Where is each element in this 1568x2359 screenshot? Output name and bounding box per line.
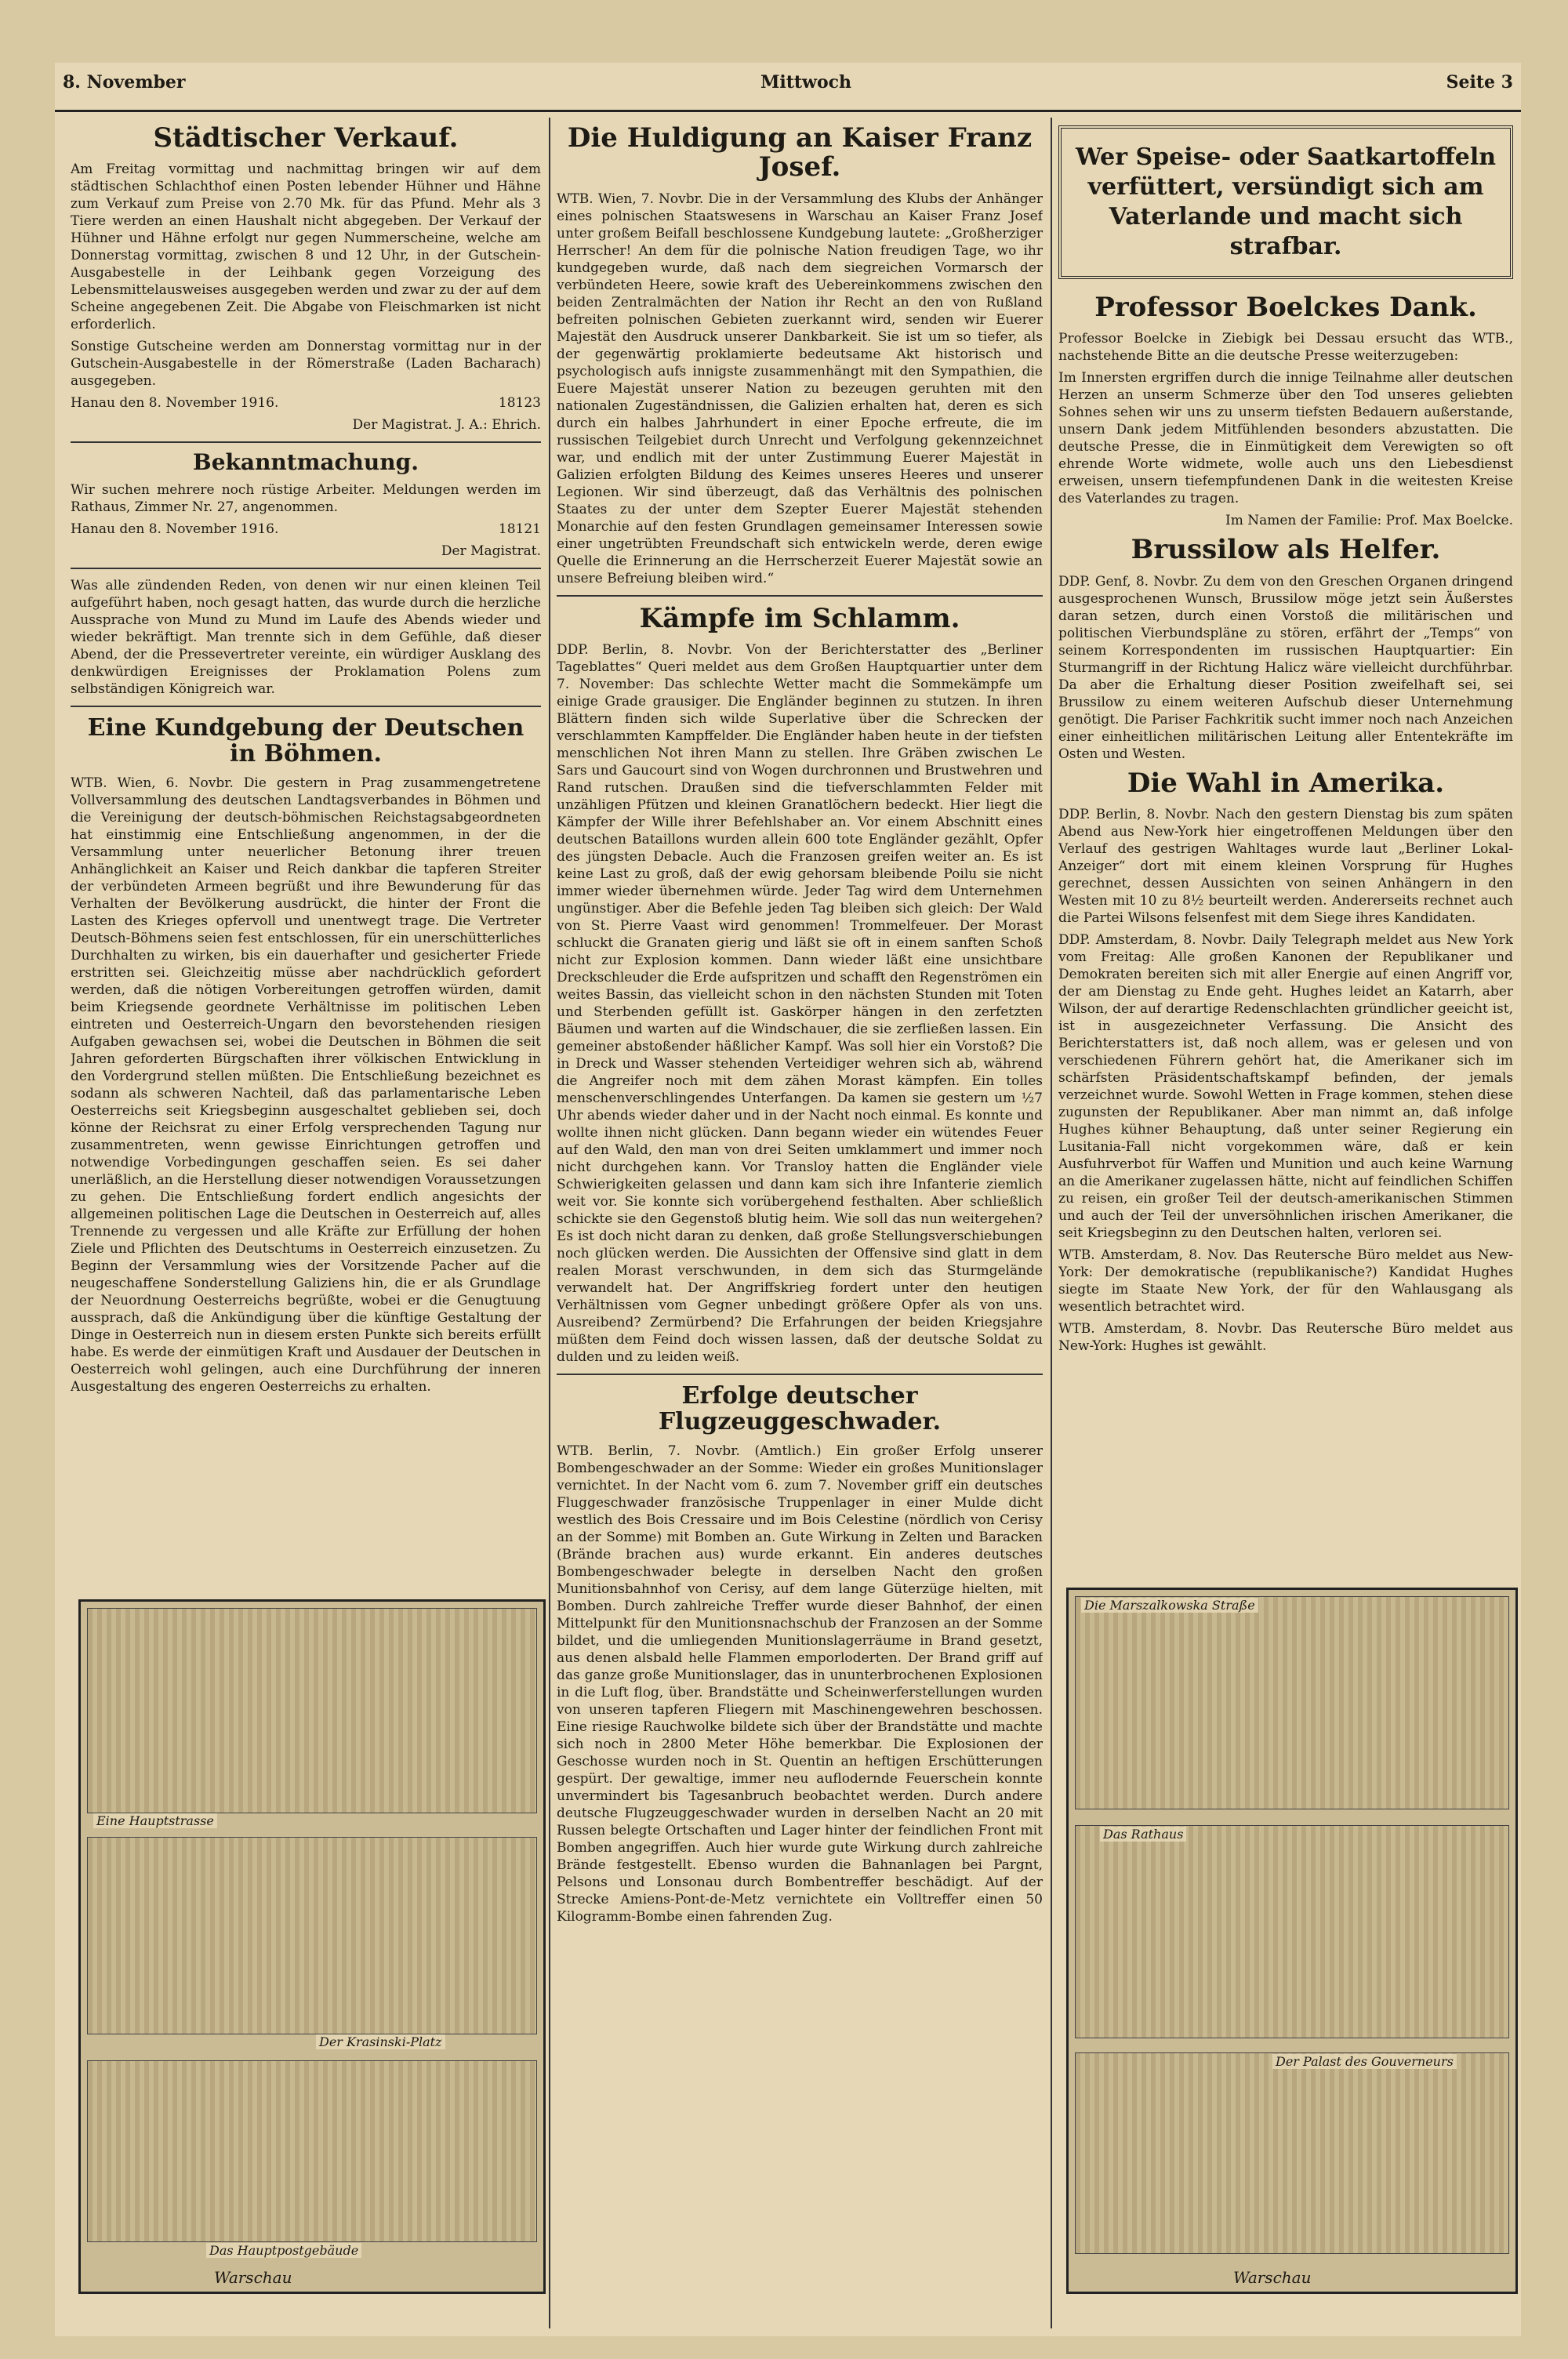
image-caption: Der Krasinski-Platz (316, 2034, 445, 2049)
divider (71, 441, 541, 443)
article-text: Sonstige Gutscheine werden am Donnerstag vormittag nur in der Gutschein-Ausgabestelle in der Römerstraße (Laden Bacharach) ausgegeben. (71, 339, 541, 390)
article-text: WTB. Berlin, 7. Novbr. (Amtlich.) Ein großer Erfolg unserer Bombengeschwader an der Somme: Wieder ein großes Munitionslager vernichtet. In der Nacht vom 6. zum 7. November griff ein deutsches Fluggeschwader französische Truppenlager in einer Mulde dicht westlich des Bois Cressaire und im Bois Celestine (nördlich von Cerisy an der Somme) mit Bomben an. Gute Wirkung in Zelten und Baracken (Brände brachen aus) wurde erkannt. Ein anderes deutsches Bombengeschwader belegte in derselben Nacht den großen Munitionsbahnhof von Cerisy, auf dem lange Güterzüge hielten, mit Bomben. Durch zahlreiche Treffer wurde dieser Bahnhof, der einen Mittelpunkt für den Munitionsnachschub der Franzosen an der Somme bildet, und die umliegenden Munitionslagerräume in Brand gesetzt, aus denen alsbald helle Flammen emporloderten. Der Brand griff auf das ganze große Munitionslager, das in ununterbrochenen Explosionen in die Luft flog, über. Brandstätte und Scheinwerferstellungen wurden von unseren tapferen Fliegern mit Maschinengewehren beschossen. Eine riesige Rauchwolke bildete sich über der Brandstätte und machte sich noch in 2800 Meter Höhe bemerkbar. Die Explosionen der Geschosse wurden noch in St. Quentin an heftigen Erschütterungen gespürt. Der gewaltige, immer neu auflodernde Feuerschein konnte unvermindert bis Tagesanbruch beobachtet werden. Durch andere deutsche Flugzeuggeschwader wurden in derselben Nacht an 20 mit Russen belegte Ortschaften und Lager hinter der feindlichen Front mit Bomben angegriffen. Auch hier wurde gute Wirkung durch zahlreiche Brände festgestellt. Ebenso wurden die Bahnanlagen bei Pargnt, Pelsons und Lonsonau durch Bombentreffer beschädigt. Auf der Strecke Amiens-Pont-de-Metz vernichtete ein Volltreffer einen 50 Kilogramm-Bombe einen fahrenden Zug. (557, 1443, 1043, 1925)
article-title-wahl: Die Wahl in Amerika. (1127, 767, 1445, 799)
article-text: Am Freitag vormittag und nachmittag bringen wir auf dem städtischen Schlachthof einen Posten lebender Hühner und Hähne zum Verkauf zum Preise von 2.70 Mk. für das Pfund. Mehr als 3 Tiere werden an einen Haushalt nicht abgegeben. Der Verkauf der Hühner und Hähne erfolgt nur gegen Nummerscheine, welche am Donnerstag vormittag, zwischen 8 und 12 Uhr, in der Gutschein-Ausgabestelle in der Leihbank gegen Vorzeigung des Lebensmittelausweises ausgegeben werden und zwar zu der auf dem Scheine angegebenen Zeit. Die Abgabe von Fleischmarken ist nicht erforderlich. (71, 162, 541, 333)
notice-signature: Der Magistrat. (441, 543, 541, 560)
notice-number: 18121 (498, 521, 541, 538)
image-square (87, 1837, 537, 2034)
article-text: DDP. Berlin, 8. Novbr. Nach den gestern Dienstag bis zum späten Abend aus New-York hier eingetroffenen Meldungen über den Verlauf des gestrigen Wahltages wurde laut „Berliner Lokal-Anzeiger“ dort mit einem kleinen Vorsprung für Hughes gerechnet, dessen Aussichten von seinen Anhängern in den Westen mit 10 zu 8½ beurteilt werden. Andererseits rechnet auch die Partei Wilsons felsenfest mit dem Siege ihres Kandidaten. (1058, 807, 1513, 927)
article-title-flugzeuge: Erfolge deutscher Flugzeuggeschwader. (658, 1382, 942, 1436)
article-text: Was alle zündenden Reden, von denen wir nur einen kleinen Teil aufgeführt haben, noch gesagt hatten, das wurde durch die herzliche Aussprache von Mund zu Mund im Laufe des Abends wieder und wieder bekräftigt. Man trennte sich in dem Gefühle, daß dieser Abend, der die Pressevertreter vereinte, ein würdiger Ausklang des denkwürdigen Ereignisses der Proklamation Polens zum selbständigen Königreich war. (71, 578, 541, 698)
notice-date: Hanau den 8. November 1916. (71, 395, 279, 412)
notice-signature: Der Magistrat. J. A.: Ehrich. (352, 417, 541, 434)
image-palace (1075, 2052, 1509, 2254)
article-title-brussilow: Brussilow als Helfer. (1131, 534, 1441, 566)
divider (557, 1374, 1043, 1375)
article-text: Professor Boelcke in Ziebigk bei Dessau ersucht das WTB., nachstehende Bitte an die deutsche Presse weiterzugeben: (1058, 331, 1513, 365)
image-post-office (87, 2060, 537, 2242)
illustration-warschau-left (78, 1599, 546, 2294)
article-text: DDP. Berlin, 8. Novbr. Von der Berichterstatter des „Berliner Tageblattes“ Queri meldet aus dem Großen Hauptquartier unter dem 7. November: Das schlechte Wetter macht die Sommekämpfe um einige Grade grausiger. Die Engländer beginnen zu stutzen. In ihren Blättern finden sich wilde Superlative über die Schrecken der verschlammten Kampffelder. Die Engländer haben heute in der tiefsten menschlichen Not ihren Mann zu stellen. Ihre Gräben zwischen Le Sars und Gaucourt sind von Wogen durchronnen und Brustwehren und Rand rutschen. Draußen sind die tiefverschlammten Felder mit unzähligen Pfützen und kleinen Granatlöchern bedeckt. Hier liegt die Kämpfer der Wille ihrer Befehlshaber an. Vor einem Abschnitt eines deutschen Bataillons wurden allein 600 tote Engländer gezählt, Opfer des jüngsten Debacle. Auch die Franzosen greifen weiter an. Es ist keine Last zu groß, daß der ewig gehorsam bleibende Poilu sie nicht immer wieder übernehmen würde. Jeder Tag wird dem Unternehmen ungünstiger. Aber die Befehle jeden Tag bleiben sich gleich: Der Wald von St. Pierre Vaast wird genommen! Trommelfeuer. Der Morast schluckt die Granaten gierig und läßt sie oft in einem sanften Schoß nicht zur Explosion kommen. Dann wieder läßt eine unsichtbare Dreckschleuder die Erde aufspritzen und schafft den Regenströmen ein weites Bassin, das vielleicht schon in den nächsten Stunden mit Toten und Sterbenden gefüllt ist. Gaskörper hängen in den zerfetzten Bäumen und warten auf die Windschauer, die sie zerfließen lassen. Ein gemeiner abstoßender häßlicher Kampf. Was soll hier ein Vorstoß? Die in Dreck und Wasser stehenden Verteidiger wehren sich ab, während die Angreifer noch mit dem zähen Morast kämpfen. Ein tolles menschenverschlingendes Unterfangen. Da kamen sie gestern um ½7 Uhr abends wieder daher und in der Nacht noch einmal. Es konnte und wollte ihnen nicht glücken. Dann begann wieder ein wütendes Feuer auf den Wald, den man von drei Seiten umklammert und immer noch nicht durchgehen kann. Vor Transloy hatten die Engländer viele Schwierigkeiten gelassen und dann kam sich ihre Infanterie ziemlich weit vor. Sie konnte sich vorübergehend festhalten. Aber schließlich schickte sie den Gegenstoß blutig heim. Wie soll das nun weitergehen? Es ist doch nicht daran zu denken, daß große Stellungsverschiebungen noch glücken werden. Die Aussichten der Offensive sind glatt in dem realen Morast verschwunden, in dem sich das Sturmgelände verwandelt hat. Der Angriffskrieg fordert unter den heutigen Verhältnissen vom Gegner unbedingt größere Opfer als von uns. Ausreibend? Zermürbend? Die Erfahrungen der beiden Kriegsjahre müßten dem Feind doch wissen lassen, daß der deutsche Soldat zu dulden und zu leiden weiß. (557, 642, 1043, 1366)
image-caption: Der Palast des Gouverneurs (1272, 2054, 1457, 2069)
image-city-caption: Warschau (1233, 2268, 1312, 2287)
image-caption: Die Marszalkowska Straße (1081, 1598, 1258, 1613)
article-title-boehmen: Eine Kundgebung der Deutschen in Böhmen. (87, 714, 524, 768)
divider (557, 595, 1043, 597)
column-divider (1051, 118, 1052, 2328)
notice-date-line (71, 521, 541, 538)
image-street (87, 1608, 537, 1813)
header-date: 8. November (63, 72, 186, 93)
article-text: DDP. Amsterdam, 8. Novbr. Daily Telegraph meldet aus New York vom Freitag: Alle großen Kanonen der Republikaner und Demokraten bereiten sich mit aller Energie auf einen Angriff vor, der am Dienstag zu Ende geht. Hughes leidet an Katarrh, aber Wilson, der auf derartige Redenschlachten gründlicher geeicht ist, ist in ausgezeichneter Verfassung. Die Ansicht des Berichterstatters ist, daß noch allem, was er gelesen und von verschiedenen Führern gehört hat, die Amerikaner sich im schärfsten Präsidentschaftskampf befinden, der jemals verzeichnet wurde. Sowohl Wetten in Frage kommen, stehen diese zugunsten der Republikaner. Aber man nimmt an, daß infolge Hughes kühner Behauptung, daß unter seiner Regierung ein Lusitania-Fall nicht vorgekommen wäre, daß er kein Ausfuhrverbot für Waffen und Munition und auch keine Warnung an die Amerikaner zugelassen hätte, nicht auf feindlichen Schiffen zu reisen, ein großer Teil der deutsch-amerikanischen Stimmen und auch der Teil der unversöhnlichen irischen Amerikaner, die seit Kriegsbeginn zu den Deutschen halten, verloren sei. (1058, 932, 1513, 1242)
column-3 (1058, 118, 1513, 1576)
article-title-bekanntmachung: Bekanntmachung. (193, 449, 419, 476)
column-1 (71, 118, 541, 1591)
article-text: WTB. Amsterdam, 8. Novbr. Das Reutersche Büro meldet aus New-York: Hughes ist gewählt. (1058, 1321, 1513, 1355)
newspaper-page (55, 63, 1521, 2336)
article-text: WTB. Wien, 6. Novbr. Die gestern in Prag zusammengetretene Vollversammlung des deutschen Landtagsverbandes in Böhmen und die Vereinigung der deutsch-böhmischen Reichstagsabgeordneten hat einstimmig eine Entschließung angenommen, in der die Versammlung unter neuerlicher Betonung ihrer treuen Anhänglichkeit an Kaiser und Reich dankbar die tapferen Streiter der verbündeten Armeen begrüßt und ihre Bewunderung für das Verhalten der Bevölkerung ausdrückt, die hinter der Front die Lasten des Krieges opfervoll und unentwegt trage. Die Vertreter Deutsch-Böhmens seien fest entschlossen, für ein unerschütterliches Durchhalten zu wirken, bis ein dauerhafter und gesicherter Friede erstritten sei. Gleichzeitig müsse aber nachdrücklich gefordert werden, daß die nötigen Vorbereitungen getroffen würden, damit beim Kriegsende geordnete Verhältnisse im politischen Leben eintreten und Oesterreich-Ungarn den bevorstehenden riesigen Aufgaben gewachsen sei, wobei die Deutschen in Böhmen die seit Jahren geforderten Bürgschaften ihrer völkischen Entwicklung in den Vordergrund stellen müßten. Die Entschließung bezeichnet es sodann als schweren Nachteil, daß das parlamentarische Leben Oesterreichs seit Kriegsbeginn ausgeschaltet geblieben sei, doch könne der Reichsrat zu einer Erfolg versprechenden Tagung nur zusammentreten, wenn gewisse Einrichtungen getroffen und notwendige Vorbedingungen geschaffen seien. Es sei daher unerläßlich, an die Herstellung dieser notwendigen Voraussetzungen zu gehen. Die Entschließung fordert endlich angesichts der allgemeinen politischen Lage die Deutschen in Oesterreich auf, alles Trennende zu vergessen und alle Kräfte zur Erfüllung der hohen Ziele und Pflichten des Deutschtums in Oesterreich einzusetzen. Zu Beginn der Versammlung wies der Vorsitzende Pacher auf die neugeschaffene Sonderstellung Galiziens hin, die er als Grundlage der Neuordnung Oesterreichs begrüßte, wobei er die Genugtuung aussprach, daß die Ankündigung über die künftige Gestaltung der Dinge in Oesterreich nun in diesem ersten Punkte sich bereits erfüllt habe. Es werde der einmütigen Kraft und Ausdauer der Deutschen in Oesterreich wohl gelingen, auch eine Durchführung der inneren Ausgestaltung des engeren Oesterreichs zu erhalten. (71, 775, 541, 1395)
notice-number: 18123 (498, 395, 541, 412)
article-title-schlamm: Kämpfe im Schlamm. (639, 602, 960, 634)
column-divider (549, 118, 550, 2328)
image-caption: Eine Hauptstrasse (93, 1813, 217, 1828)
image-caption: Das Rathaus (1100, 1827, 1186, 1842)
illustration-warschau-right (1066, 1588, 1518, 2294)
image-town-hall (1075, 1825, 1509, 2038)
notice-date: Hanau den 8. November 1916. (71, 521, 279, 538)
header-page-number: Seite 3 (1446, 72, 1513, 93)
article-text: Wir suchen mehrere noch rüstige Arbeiter. Meldungen werden im Rathaus, Zimmer Nr. 27, angenommen. (71, 482, 541, 516)
article-text: Im Innersten ergriffen durch die innige Teilnahme aller deutschen Herzen an unserm Schmerze über den Tod unseres geliebten Sohnes sehen wir uns zu unserm tiefsten Bedauern außerstande, unsern Dank jedem Mitfühlenden besonders abzustatten. Die deutsche Presse, die in Einmütigkeit dem Verewigten so oft ehrende Worte widmete, wolle auch uns den Liebesdienst erweisen, unsern tiefempfundenen Dank in die weitesten Kreise des Vaterlandes zu tragen. (1058, 370, 1513, 507)
notice-date-line (71, 394, 541, 412)
divider (71, 706, 541, 707)
article-title-huldigung: Die Huldigung an Kaiser Franz Josef. (567, 122, 1033, 183)
image-street (1075, 1596, 1509, 1809)
divider (71, 568, 541, 569)
notice-signature: Im Namen der Familie: Prof. Max Boelcke. (1225, 513, 1513, 529)
page-header (55, 63, 1521, 112)
image-city-caption: Warschau (214, 2268, 292, 2287)
boxed-notice (1058, 125, 1513, 279)
article-text: WTB. Amsterdam, 8. Nov. Das Reutersche Büro meldet aus New-York: Der demokratische (republikanische?) Kandidat Hughes siegte im Staate New York, der für den Wahlausgang als wesentlich betrachtet wird. (1058, 1247, 1513, 1316)
article-text: WTB. Wien, 7. Novbr. Die in der Versammlung des Klubs der Anhänger eines polnischen Staatswesens in Warschau an Kaiser Franz Josef unter großem Beifall beschlossene Kundgebung lautete: „Großherziger Herrscher! An dem für die polnische Nation freudigen Tage, wo ihr kundgegeben wurde, daß nach dem siegreichen Vormarsch der verbündeten Heere, sowie kraft des Uebereinkommens zwischen den beiden Zentralmächten der Nation ihr Recht an den von Rußland befreiten polnischen Gebieten zuerkannt wird, senden wir Euerer Majestät den Ausdruck unserer Dankbarkeit. Sie ist um so tiefer, als der gegenwärtig proklamierte bedeutsame Akt historisch und psychologisch aufs innigste zusammenhängt mit den Sympathien, die Euere Majestät unserer Nation zu bezeugen geruhten mit den nationalen Zugeständnissen, die Galizien erhalten hat, deren es sich durch ein halbes Jahrhundert in einer Epoche erfreute, die im russischen Teilgebiet durch Unrecht und Verfolgung gekennzeichnet war, und endlich mit der unter Zustimmung Euerer Majestät in Galizien erfolgten Bildung des Keimes unseres Heeres und unserer Legionen. Wir sind überzeugt, daß das Verhältnis des polnischen Staates zu der unter dem Szepter Euerer Majestät stehenden Monarchie auf den festen Grundlagen gemeinsamer Interessen sowie einer ungetrübten Freundschaft sich entwickeln werde, deren ewige Quelle die Erinnerung an die Herrscherzeit Euerer Majestät sowie an unsere Befreiung bleiben wird.“ (557, 191, 1043, 586)
image-caption: Das Hauptpostgebäude (206, 2243, 361, 2258)
header-day: Mittwoch (760, 72, 852, 93)
article-title-boelcke: Professor Boelckes Dank. (1094, 292, 1477, 323)
article-text: DDP. Genf, 8. Novbr. Zu dem von den Greschen Organen dringend ausgesprochenen Wunsch, Brussilow möge jetzt sein Äußerstes daran setzen, durch einen Vorstoß die militärischen und politischen Vierbundspläne zu stören, erfährt der „Temps“ von seinem Korrespondenten im russischen Hauptquartier: Ein Sturmangriff in der Richtung Halicz wäre vielleicht durchführbar. Da aber die Erhaltung dieser Position zweifelhaft sei, sei Brussilow zu einem weiteren Aufschub dieser Unternehmung genötigt. Die Pariser Fachkritik sucht immer noch nach Anzeichen einer einheitlichen militärischen Leitung aller Ententekräfte im Osten und Westen. (1058, 573, 1513, 762)
column-2 (557, 118, 1043, 2313)
boxed-notice-text: Wer Speise- oder Saatkartoffeln verfüttert, versündigt sich am Vaterlande und macht sich strafbar. (1075, 143, 1497, 260)
article-title-verkauf: Städtischer Verkauf. (153, 122, 459, 154)
